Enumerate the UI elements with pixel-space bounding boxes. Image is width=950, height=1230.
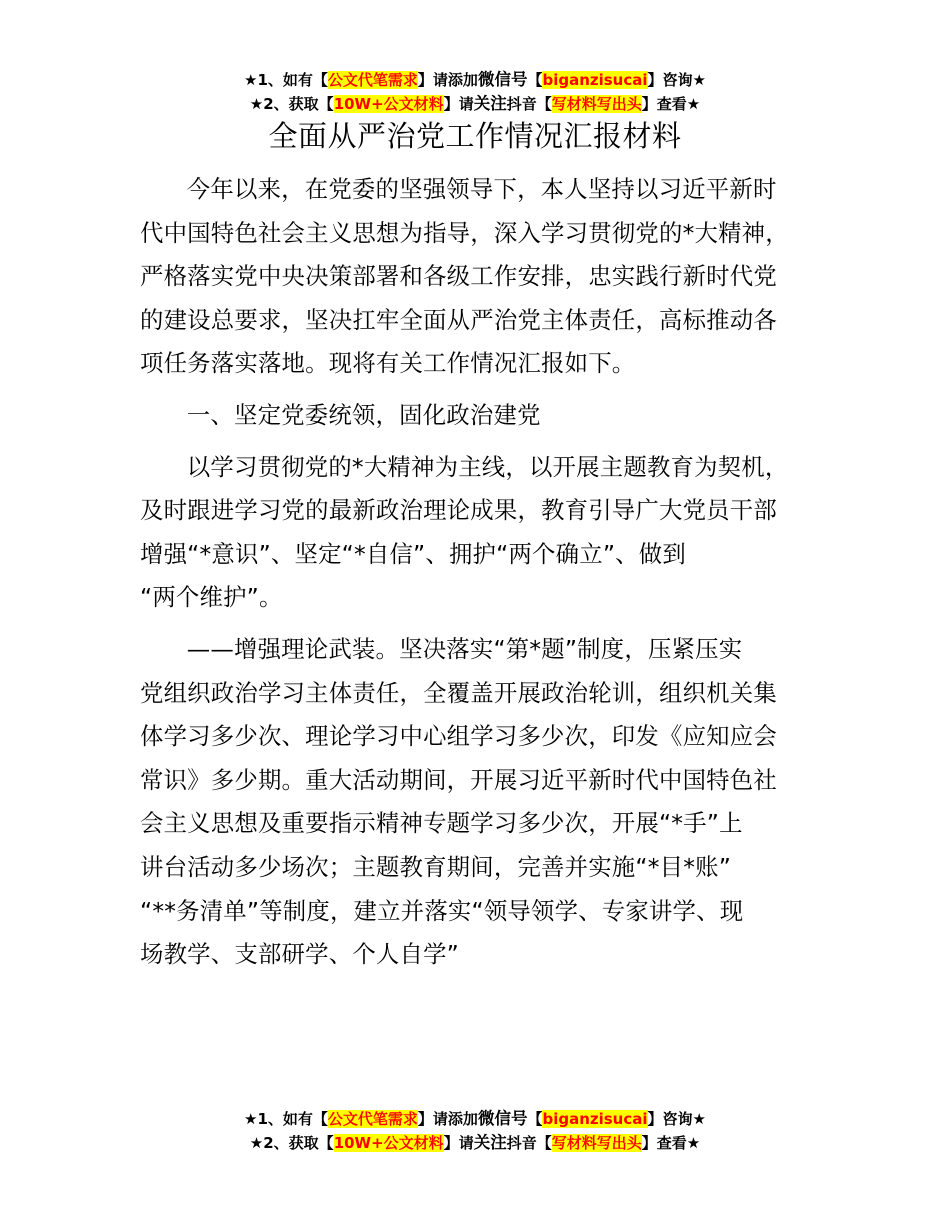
promo-text: 抖音【 — [506, 1134, 552, 1152]
promo-text: 【 — [527, 1110, 543, 1128]
promo-line-2 — [0, 92, 950, 116]
promo-line-1 — [0, 68, 950, 92]
promo-highlight: 公文代笔需求 — [327, 71, 418, 89]
promo-wechat-id: biganzisucai — [542, 71, 648, 89]
promo-line-2 — [0, 1131, 950, 1155]
text-line: 的建设总要求，坚决扛牢全面从严治党主体责任，高标推动各 — [140, 305, 777, 334]
text-line: 讲台活动多少场次；主题教育期间，完善并实施“*目*账” — [140, 852, 732, 881]
paragraph-section-1 — [140, 446, 830, 620]
text-line: 体学习多少次、理论学习中心组学习多少次，印发《应知应会 — [140, 722, 777, 751]
promo-text: 】咨询★ — [647, 71, 706, 89]
promo-text: 关注 — [473, 1133, 507, 1152]
promo-wechat-id: biganzisucai — [542, 1110, 648, 1128]
section-heading-1 — [140, 394, 830, 438]
promo-highlight: 10W+公文材料 — [333, 95, 444, 113]
paragraph-intro — [140, 168, 830, 386]
promo-text: 】查看★ — [641, 1134, 701, 1152]
text-line: 及时跟进学习党的最新政治理论成果，教育引导广大党员干部 — [140, 496, 777, 525]
promo-text: 抖音【 — [506, 95, 552, 113]
promo-highlight: 写材料写出头 — [551, 1134, 642, 1152]
text-line: 场教学、支部研学、个人自学” — [140, 940, 459, 969]
text-line: “**务清单”等制度，建立并落实“领导领学、专家讲学、现 — [140, 896, 744, 925]
promo-text: 】咨询★ — [647, 1110, 706, 1128]
promo-text: 微信号 — [477, 70, 528, 89]
text-line: 党组织政治学习主体责任，全覆盖开展政治轮训，组织机关集 — [140, 678, 777, 707]
promo-text: 】请 — [443, 1134, 474, 1152]
text-line: 以学习贯彻党的*大精神为主线，以开展主题教育为契机， — [186, 452, 789, 481]
promo-text: ★2、获取【 — [249, 95, 334, 113]
paragraph-theory — [140, 628, 830, 977]
promo-text: ★2、获取【 — [249, 1134, 334, 1152]
text-line: 项任务落实落地。现将有关工作情况汇报如下。 — [140, 349, 636, 378]
promo-text: 】请添加 — [417, 71, 478, 89]
text-line: “两个维护”。 — [140, 583, 283, 612]
promo-text: ★1、如有【 — [244, 71, 328, 89]
text-line: 一、坚定党委统领，固化政治建党 — [186, 400, 541, 429]
promo-text: 】查看★ — [641, 95, 701, 113]
text-line: 会主义思想及重要指示精神专题学习多少次，开展“*手”上 — [140, 809, 743, 838]
document-body — [140, 168, 830, 985]
text-line: 常识》多少期。重大活动期间，开展习近平新时代中国特色社 — [140, 765, 777, 794]
text-line: ——增强理论武装。坚决落实“第*题”制度，压紧压实 — [186, 634, 743, 663]
text-line: 严格落实党中央决策部署和各级工作安排，忠实践行新时代党 — [140, 262, 777, 291]
document-title: 全面从严治党工作情况汇报材料 — [268, 119, 682, 153]
promo-text: 【 — [527, 71, 543, 89]
text-line: 代中国特色社会主义思想为指导，深入学习贯彻党的*大精神， — [140, 218, 789, 247]
promo-text: 关注 — [473, 94, 507, 113]
promo-text: 】请添加 — [417, 1110, 478, 1128]
promo-highlight: 10W+公文材料 — [333, 1134, 444, 1152]
promo-line-1 — [0, 1107, 950, 1131]
promo-footer — [0, 1107, 950, 1155]
promo-text: 微信号 — [477, 1109, 528, 1128]
promo-highlight: 写材料写出头 — [551, 95, 642, 113]
promo-highlight: 公文代笔需求 — [327, 1110, 418, 1128]
promo-text: ★1、如有【 — [244, 1110, 328, 1128]
text-line: 今年以来，在党委的坚强领导下，本人坚持以习近平新时 — [186, 175, 777, 203]
text-line: 增强“*意识”、坚定“*自信”、拥护“两个确立”、做到 — [140, 539, 686, 568]
promo-header — [0, 68, 950, 116]
promo-text: 】请 — [443, 95, 474, 113]
